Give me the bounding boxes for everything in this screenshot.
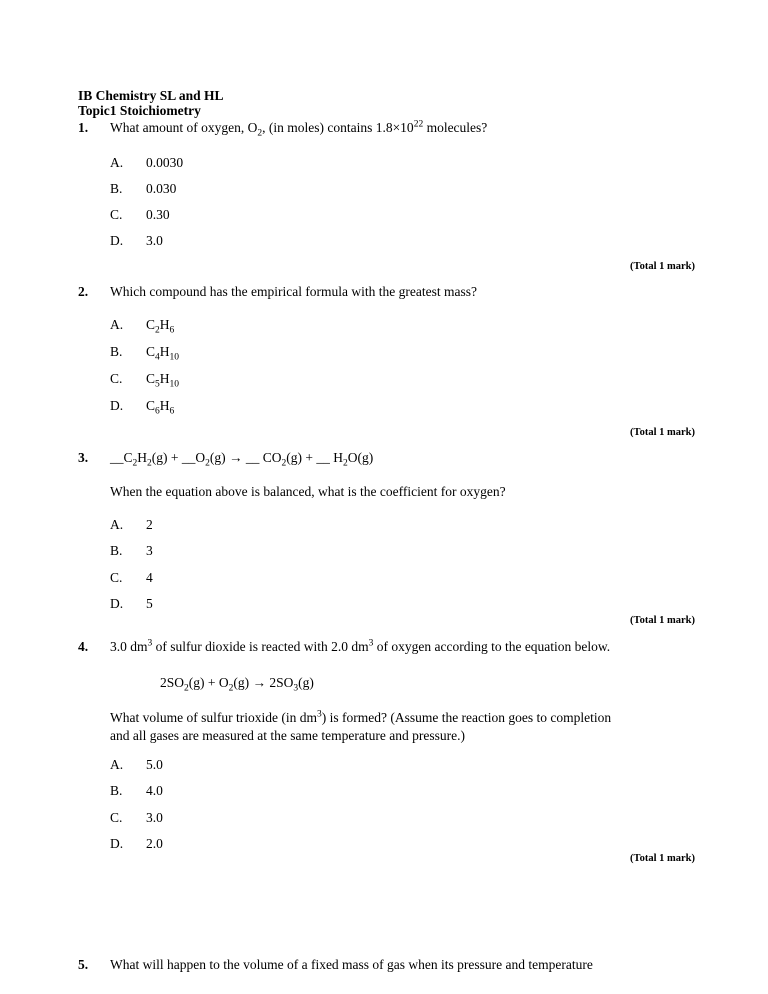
text-segment: When the equation above is balanced, what is the coefficient for oxygen? [110,484,506,499]
option-letter: A. [110,317,124,332]
option [110,517,153,533]
option [110,181,176,197]
subscript: 2 [147,458,152,469]
text-segment: What volume of sulfur trioxide (in dm [110,710,317,725]
option-value [146,517,153,532]
text-segment: 5 [146,596,153,611]
text-segment: 0.30 [146,207,170,222]
text-segment: , (in moles) contains 1.8×10 [262,120,414,135]
text-segment: Which compound has the empirical formula with the greatest mass? [110,284,478,299]
subscript: 10 [169,352,180,363]
text-segment: __C [110,450,133,465]
question-text [110,728,465,744]
superscript: 22 [413,119,424,130]
subscript: 4 [155,352,160,363]
option-letter: D. [110,836,124,851]
text-segment: H [159,317,170,332]
text-segment: (g) + __ H [286,450,343,465]
option-letter: D. [110,233,124,248]
option-letter: B. [110,181,123,196]
option [110,596,153,612]
option-letter: B. [110,543,123,558]
option [110,543,153,559]
text-segment: 3.0 [146,810,163,825]
text-segment: 3.0 [146,233,163,248]
subscript: 3 [293,683,299,694]
option-value [146,596,153,611]
text-segment: What will happen to the volume of a fixed mass of gas when its pressure and temperature [110,957,593,972]
text-segment: 0.030 [146,181,177,196]
total-mark: (Total 1 mark) [630,615,695,626]
text-segment: 2.0 [146,836,163,851]
total-mark: (Total 1 mark) [630,261,695,272]
topic-title: Topic1 Stoichiometry [78,103,201,118]
subscript: 2 [184,683,189,694]
option-letter: A. [110,155,124,170]
option [110,317,175,336]
question-equation [110,450,374,469]
text-segment: 4.0 [146,783,163,798]
option [110,810,163,826]
text-segment: (g) + O [188,675,229,690]
total-mark: (Total 1 mark) [630,853,695,864]
option-value [146,398,175,417]
text-segment: 2 [146,517,153,532]
subscript: 2 [342,458,348,469]
option-letter: C. [110,207,123,222]
text-segment: H [137,450,148,465]
option-value [146,570,153,585]
option-value [146,836,163,851]
subscript: 6 [169,406,175,417]
option-value [146,155,183,170]
question-number: 1. [78,120,89,135]
text-segment: 5.0 [146,757,163,772]
superscript: 3 [147,638,153,649]
option [110,371,180,390]
option-value [146,317,175,336]
text-segment: C [146,398,156,413]
text-segment: (g) → 2SO [233,675,294,690]
subscript: 2 [281,458,287,469]
question-stem [110,639,610,655]
question-text [110,484,506,500]
text-segment: 4 [146,570,153,585]
option-letter: A. [110,517,124,532]
text-segment: C [146,344,156,359]
subscript: 5 [155,379,160,390]
total-mark: (Total 1 mark) [630,427,695,438]
option-letter: D. [110,596,124,611]
option-letter: C. [110,810,123,825]
text-segment: 3.0 dm [110,639,148,654]
option [110,398,175,417]
text-segment: (g) + __O [151,450,206,465]
subscript: 2 [155,325,160,336]
question-stem [110,119,488,139]
option-value [146,207,170,222]
option [110,570,153,586]
text-segment: H [159,344,170,359]
question-equation [160,675,314,694]
text-segment: H [159,371,170,386]
text-segment: of sulfur dioxide is reacted with 2.0 dm [152,639,369,654]
question-stem [110,284,477,300]
question-number: 5. [78,957,89,972]
option-letter: B. [110,344,123,359]
subscript: 6 [169,325,175,336]
option [110,207,170,223]
text-segment: H [159,398,170,413]
option [110,757,163,773]
text-segment: C [146,317,156,332]
subscript: 2 [205,458,210,469]
option-letter: C. [110,371,123,386]
option-letter: A. [110,757,124,772]
text-segment: (g) [298,675,314,690]
option-value [146,371,180,390]
option-value [146,543,153,558]
question-stem [110,957,593,973]
subscript: 2 [228,683,234,694]
question-number: 4. [78,639,89,654]
subscript: 2 [257,128,263,139]
text-segment: C [146,371,156,386]
subscript: 10 [169,379,180,390]
text-segment: and all gases are measured at the same temperature and pressure.) [110,728,465,743]
option-value [146,810,163,825]
text-segment: 3 [146,543,153,558]
course-title: IB Chemistry SL and HL [78,88,224,103]
question-text [110,710,611,726]
option [110,783,163,799]
subscript: 6 [155,406,160,417]
option [110,233,163,249]
option [110,344,180,363]
option-letter: C. [110,570,123,585]
text-segment: 2SO [160,675,185,690]
option [110,836,163,852]
option-value [146,181,176,196]
option [110,155,183,171]
text-segment: O(g) [347,450,374,465]
text-segment: ) is formed? (Assume the reaction goes to completion [321,710,612,725]
option-letter: B. [110,783,123,798]
option-value [146,783,163,798]
option-value [146,233,163,248]
text-segment: 0.0030 [146,155,184,170]
question-number: 2. [78,284,89,299]
option-value [146,344,180,363]
text-segment: of oxygen according to the equation below. [373,639,611,654]
text-segment: What amount of oxygen, O [110,120,258,135]
text-segment: molecules? [423,120,488,135]
question-number: 3. [78,450,89,465]
option-value [146,757,163,772]
superscript: 3 [316,709,322,720]
option-letter: D. [110,398,124,413]
text-segment: (g) → __ CO [209,450,282,465]
subscript: 2 [132,458,138,469]
superscript: 3 [368,638,374,649]
